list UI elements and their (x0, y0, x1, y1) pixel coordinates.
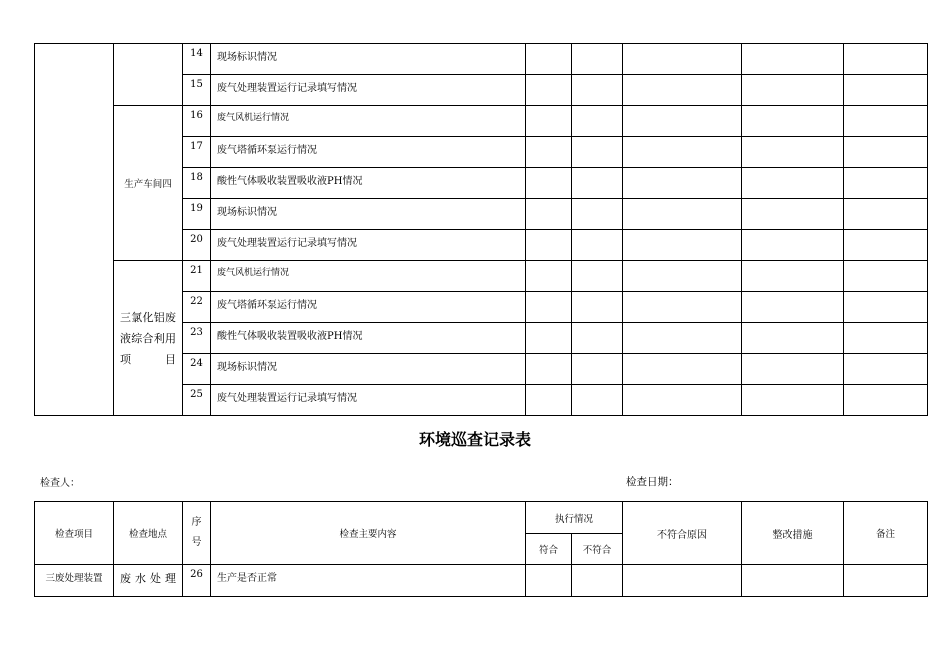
header-content: 检查主要内容 (211, 502, 526, 565)
location-cell: 生产车间四 (114, 106, 183, 261)
conform-cell[interactable] (526, 199, 572, 230)
check-content: 废气风机运行情况 (211, 261, 526, 292)
conform-cell[interactable] (526, 354, 572, 385)
reason-cell[interactable] (623, 106, 742, 137)
nonconform-cell[interactable] (572, 354, 623, 385)
table-row (35, 565, 928, 597)
conform-cell[interactable] (526, 75, 572, 106)
header-remarks: 备注 (844, 502, 928, 565)
measures-cell[interactable] (742, 292, 844, 323)
remarks-cell[interactable] (844, 565, 928, 597)
conform-cell[interactable] (526, 385, 572, 416)
row-number: 14 (183, 44, 211, 75)
nonconform-cell[interactable] (572, 261, 623, 292)
measures-cell[interactable] (742, 106, 844, 137)
inspection-table (34, 501, 928, 597)
measures-cell[interactable] (742, 199, 844, 230)
measures-cell[interactable] (742, 230, 844, 261)
reason-cell[interactable] (623, 137, 742, 168)
nonconform-cell[interactable] (572, 230, 623, 261)
check-content: 废气风机运行情况 (211, 106, 526, 137)
reason-cell[interactable] (623, 385, 742, 416)
page-title: 环境巡查记录表 (418, 430, 531, 449)
header-reason: 不符合原因 (623, 502, 742, 565)
header-execution: 执行情况 (526, 502, 623, 534)
remarks-cell[interactable] (844, 106, 928, 137)
table-row (35, 44, 928, 75)
reason-cell[interactable] (623, 354, 742, 385)
nonconform-cell[interactable] (572, 199, 623, 230)
remarks-cell[interactable] (844, 323, 928, 354)
nonconform-cell[interactable] (572, 137, 623, 168)
measures-cell[interactable] (742, 565, 844, 597)
row-number: 25 (183, 385, 211, 416)
row-number: 18 (183, 168, 211, 199)
table-row (35, 261, 928, 292)
header-seq (183, 502, 211, 565)
remarks-cell[interactable] (844, 168, 928, 199)
header-measures: 整改措施 (742, 502, 844, 565)
remarks-cell[interactable] (844, 354, 928, 385)
remarks-cell[interactable] (844, 230, 928, 261)
header-row (35, 502, 928, 534)
measures-cell[interactable] (742, 137, 844, 168)
row-number: 22 (183, 292, 211, 323)
nonconform-cell[interactable] (572, 106, 623, 137)
measures-cell[interactable] (742, 168, 844, 199)
reason-cell[interactable] (623, 44, 742, 75)
header-location: 检查地点 (114, 502, 183, 565)
table-row (35, 106, 928, 137)
remarks-cell[interactable] (844, 75, 928, 106)
check-content: 现场标识情况 (211, 44, 526, 75)
row-number: 16 (183, 106, 211, 137)
row-number: 26 (183, 565, 211, 597)
check-content: 酸性气体吸收装置吸收液PH情况 (211, 323, 526, 354)
reason-cell[interactable] (623, 292, 742, 323)
project-cell: 三废处理装置 (35, 565, 114, 597)
check-content: 现场标识情况 (211, 354, 526, 385)
conform-cell[interactable] (526, 261, 572, 292)
project-cell-empty (35, 44, 114, 416)
remarks-cell[interactable] (844, 44, 928, 75)
measures-cell[interactable] (742, 261, 844, 292)
remarks-cell[interactable] (844, 199, 928, 230)
row-number: 23 (183, 323, 211, 354)
remarks-cell[interactable] (844, 385, 928, 416)
nonconform-cell[interactable] (572, 75, 623, 106)
reason-cell[interactable] (623, 323, 742, 354)
measures-cell[interactable] (742, 354, 844, 385)
check-content: 废气塔循环泵运行情况 (211, 292, 526, 323)
measures-cell[interactable] (742, 44, 844, 75)
check-content: 生产是否正常 (211, 565, 526, 597)
reason-cell[interactable] (623, 565, 742, 597)
location-cell: 三氯化铝废液综合利用项目 (114, 261, 183, 416)
measures-cell[interactable] (742, 323, 844, 354)
location-cell: 废水处理 (114, 565, 183, 597)
nonconform-cell[interactable] (572, 565, 623, 597)
check-content: 废气处理装置运行记录填写情况 (211, 230, 526, 261)
check-content: 酸性气体吸收装置吸收液PH情况 (211, 168, 526, 199)
reason-cell[interactable] (623, 261, 742, 292)
conform-cell[interactable] (526, 168, 572, 199)
conform-cell[interactable] (526, 137, 572, 168)
reason-cell[interactable] (623, 230, 742, 261)
row-number: 15 (183, 75, 211, 106)
row-number: 19 (183, 199, 211, 230)
conform-cell[interactable] (526, 323, 572, 354)
remarks-cell[interactable] (844, 137, 928, 168)
conform-cell[interactable] (526, 230, 572, 261)
remarks-cell[interactable] (844, 261, 928, 292)
header-seq-text: 序号 (191, 517, 202, 548)
nonconform-cell[interactable] (572, 385, 623, 416)
measures-cell[interactable] (742, 75, 844, 106)
row-number: 24 (183, 354, 211, 385)
nonconform-cell[interactable] (572, 44, 623, 75)
header-nonconform: 不符合 (572, 534, 623, 565)
conform-cell[interactable] (526, 292, 572, 323)
conform-cell[interactable] (526, 44, 572, 75)
reason-cell[interactable] (623, 75, 742, 106)
check-content: 废气塔循环泵运行情况 (211, 137, 526, 168)
inspector-label: 检查人： (40, 478, 80, 489)
conform-cell[interactable] (526, 565, 572, 597)
header-conform: 符合 (526, 534, 572, 565)
nonconform-cell[interactable] (572, 168, 623, 199)
location-cell (114, 44, 183, 106)
inspection-table-continued (34, 43, 928, 416)
measures-cell[interactable] (742, 385, 844, 416)
check-content: 现场标识情况 (211, 199, 526, 230)
row-number: 20 (183, 230, 211, 261)
remarks-cell[interactable] (844, 292, 928, 323)
nonconform-cell[interactable] (572, 323, 623, 354)
reason-cell[interactable] (623, 199, 742, 230)
nonconform-cell[interactable] (572, 292, 623, 323)
check-date-label: 检查日期： (626, 476, 679, 488)
check-content: 废气处理装置运行记录填写情况 (211, 385, 526, 416)
header-project: 检查项目 (35, 502, 114, 565)
check-content: 废气处理装置运行记录填写情况 (211, 75, 526, 106)
row-number: 17 (183, 137, 211, 168)
row-number: 21 (183, 261, 211, 292)
reason-cell[interactable] (623, 168, 742, 199)
conform-cell[interactable] (526, 106, 572, 137)
